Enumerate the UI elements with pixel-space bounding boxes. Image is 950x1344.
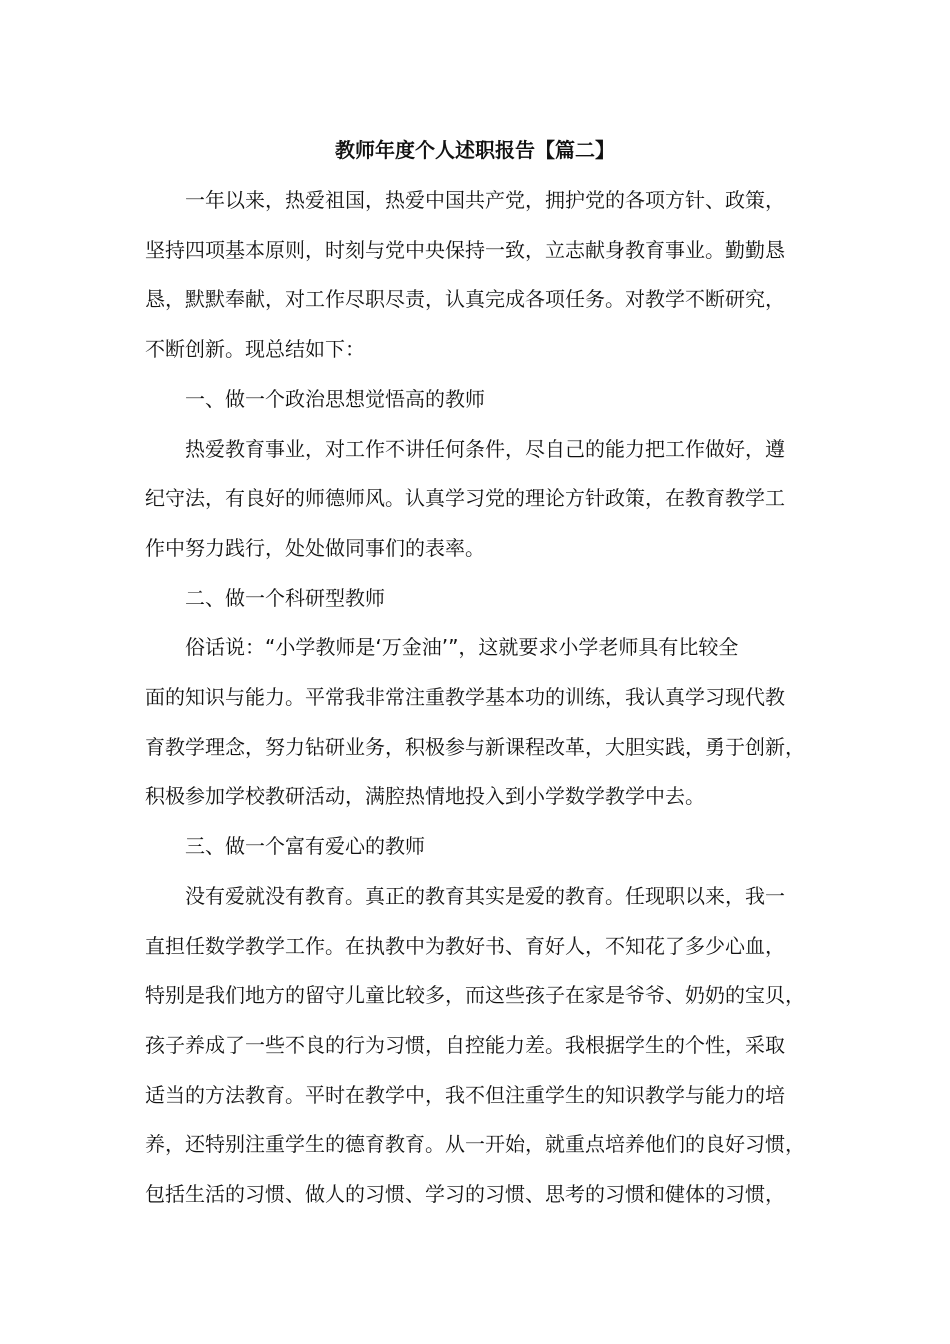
text-line: 作中努力践行，处处做同事们的表率。 <box>145 535 485 560</box>
text-line: 不断创新。现总结如下： <box>145 337 365 362</box>
text-line: 直担任数学教学工作。在执教中为教好书、育好人，不知花了多少心血， <box>145 933 785 958</box>
text-line: 面的知识与能力。平常我非常注重教学基本功的训练，我认真学习现代教 <box>145 685 785 709</box>
text-line: 育教学理念，努力钻研业务，积极参与新课程改革，大胆实践，勇于创新， <box>145 734 805 759</box>
text-line: 没有爱就没有教育。真正的教育其实是爱的教育。任现职以来，我一 <box>185 883 785 908</box>
document-title: 教师年度个人述职报告【篇二】 <box>335 138 615 162</box>
text-line: 恳，默默奉献，对工作尽职尽责，认真完成各项任务。对教学不断研究， <box>145 287 785 312</box>
text-line: 一、做一个政治思想觉悟高的教师 <box>185 386 485 411</box>
text-line: 孩子养成了一些不良的行为习惯，自控能力差。我根据学生的个性，采取 <box>145 1032 785 1057</box>
text-line: 热爱教育事业，对工作不讲任何条件，尽自己的能力把工作做好，遵 <box>185 436 785 461</box>
text-line: 养，还特别注重学生的德育教育。从一开始，就重点培养他们的良好习惯， <box>145 1132 805 1157</box>
text-line: 特别是我们地方的留守儿童比较多，而这些孩子在家是爷爷、奶奶的宝贝， <box>145 983 805 1008</box>
text-line: 积极参加学校教研活动，满腔热情地投入到小学数学教学中去。 <box>145 784 705 809</box>
text-line: 适当的方法教育。平时在教学中，我不但注重学生的知识教学与能力的培 <box>145 1082 785 1107</box>
text-line: 纪守法，有良好的师德师风。认真学习党的理论方针政策，在教育教学工 <box>145 486 785 511</box>
text-line: 俗话说：“小学教师是‘万金油’”，这就要求小学老师具有比较全 <box>185 635 739 660</box>
text-line: 三、做一个富有爱心的教师 <box>185 834 425 859</box>
text-line: 二、做一个科研型教师 <box>185 585 385 610</box>
text-line: 坚持四项基本原则，时刻与党中央保持一致，立志献身教育事业。勤勤恳 <box>145 237 785 262</box>
text-line: 包括生活的习惯、做人的习惯、学习的习惯、思考的习惯和健体的习惯， <box>145 1182 785 1206</box>
text-line: 一年以来，热爱祖国，热爱中国共产党，拥护党的各项方针、政策， <box>185 188 785 212</box>
